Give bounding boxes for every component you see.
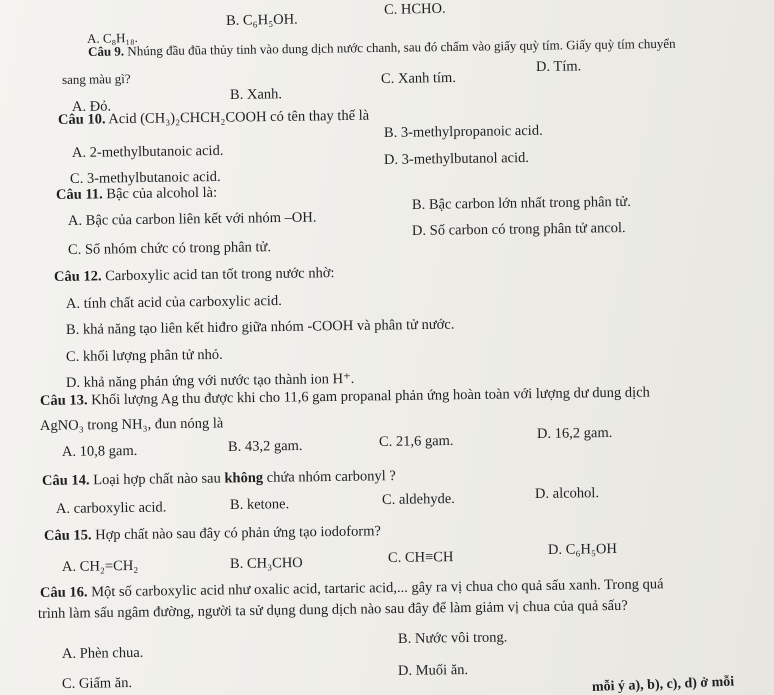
question-14 bbox=[42, 469, 396, 488]
question-16 bbox=[40, 577, 664, 600]
q10-option-a: A. 2-methylbutanoic acid. bbox=[71, 142, 224, 161]
question-12 bbox=[54, 266, 335, 284]
q13-option-d: D. 16,2 gam. bbox=[536, 424, 613, 442]
question-16-text: Một số carboxylic acid như oxalic acid, tartaric acid,... gây ra vị chua cho quả sấu xanh. Trong quá bbox=[91, 576, 664, 601]
question-10-number: Câu 10. bbox=[57, 111, 106, 128]
question-9-number: Câu 9. bbox=[87, 43, 125, 59]
q9-option-c: C. Xanh tím. bbox=[380, 69, 457, 87]
question-10 bbox=[58, 109, 369, 128]
question-11-text: Bậc của alcohol là: bbox=[106, 184, 218, 203]
q12-option-b: B. khả năng tạo liên kết hiđro giữa nhóm -COOH và phân tử nước. bbox=[65, 316, 455, 338]
q16-option-d: D. Muối ăn. bbox=[397, 662, 469, 679]
question-11-number: Câu 11. bbox=[55, 186, 103, 203]
q9-option-b: B. Xanh. bbox=[229, 86, 283, 103]
q15-option-a: A. CH₂=CH₂ bbox=[61, 557, 139, 575]
question-13-text: Khối lượng Ag thu được khi cho 11,6 gam propanal phản ứng hoàn toàn với lượng dư dung dịch bbox=[91, 384, 650, 409]
q16-option-a: A. Phèn chua. bbox=[61, 644, 144, 662]
question-16-number: Câu 16. bbox=[39, 584, 88, 601]
prev-option-b: B. C₆H₅OH. bbox=[225, 11, 298, 29]
q10-option-d: D. 3-methylbutanol acid. bbox=[383, 149, 530, 168]
question-14-text: Loại hợp chất nào sau bbox=[93, 470, 225, 489]
prev-option-a: A. C₈H₁₈. bbox=[86, 29, 138, 46]
question-11 bbox=[56, 186, 217, 203]
q14-option-d: D. alcohol. bbox=[534, 485, 600, 502]
question-14-number: Câu 14. bbox=[41, 472, 90, 489]
question-9 bbox=[88, 37, 676, 58]
prev-option-c: C. HCHO. bbox=[383, 0, 446, 18]
q16-option-c: C. Giấm ăn. bbox=[61, 675, 133, 692]
q15-option-b: B. CH₃CHO bbox=[229, 554, 303, 572]
question-15-number: Câu 15. bbox=[43, 527, 92, 544]
q11-option-c: C. Số nhóm chức có trong phân tử. bbox=[67, 239, 272, 258]
q11-option-a: A. Bậc của carbon liên kết với nhóm –OH. bbox=[67, 209, 317, 229]
q10-option-c: C. 3-methylbutanoic acid. bbox=[69, 168, 221, 187]
q9-option-d: D. Tím. bbox=[535, 58, 582, 75]
q14-option-b: B. ketone. bbox=[229, 496, 290, 513]
q16-option-b: B. Nước vôi trong. bbox=[397, 629, 508, 647]
question-15 bbox=[44, 524, 381, 543]
q12-option-c: C. khối lượng phân tử nhỏ. bbox=[65, 346, 223, 365]
q10-option-b: B. 3-methylpropanoic acid. bbox=[383, 122, 543, 141]
question-13-number: Câu 13. bbox=[39, 392, 88, 409]
question-14-text-end: chứa nhóm carbonyl ? bbox=[263, 468, 396, 486]
q13-option-c: C. 21,6 gam. bbox=[378, 432, 454, 450]
q14-option-c: C. aldehyde. bbox=[381, 490, 455, 508]
question-16-text-cont: trình làm sấu ngâm đường, người ta sử dụng dung dịch nào sau đây để làm giảm vị chua của quả sấu? bbox=[37, 597, 628, 622]
footer-cutoff-text: mỗi ý a), b), c), d) ở mỗi bbox=[591, 674, 735, 695]
question-14-emphasis: không bbox=[224, 469, 264, 487]
q11-option-d: D. Số carbon có trong phân tử ancol. bbox=[411, 220, 626, 239]
q13-option-b: B. 43,2 gam. bbox=[227, 437, 303, 455]
question-12-number: Câu 12. bbox=[53, 268, 102, 285]
question-9-text: Nhúng đầu đũa thủy tinh vào dung dịch nước chanh, sau đó chấm vào giấy quỳ tím. Giấy quỳ tím chuyển bbox=[127, 35, 676, 59]
question-13-text-cont: AgNO₃ trong NH₃, đun nóng là bbox=[39, 415, 224, 434]
q15-option-d: D. C₆H₅OH bbox=[547, 541, 618, 558]
q14-option-a: A. carboxylic acid. bbox=[55, 499, 167, 517]
q15-option-c: C. CH≡CH bbox=[387, 549, 454, 566]
q11-option-b: B. Bậc carbon lớn nhất trong phân tử. bbox=[411, 193, 631, 213]
q12-option-d: D. khả năng phản ứng với nước tạo thành ion H⁺. bbox=[65, 370, 355, 391]
q9-option-a: A. Đỏ. bbox=[71, 98, 112, 115]
question-10-text: Acid (CH₃)₂CHCH₂COOH có tên thay thế là bbox=[108, 107, 370, 128]
question-9-text-cont: sang màu gì? bbox=[61, 71, 131, 87]
q12-option-a: A. tính chất acid của carboxylic acid. bbox=[65, 292, 282, 312]
question-12-text: Carboxylic acid tan tốt trong nước nhờ: bbox=[105, 265, 335, 285]
q13-option-a: A. 10,8 gam. bbox=[61, 442, 138, 460]
question-15-text: Hợp chất nào sau đây có phản ứng tạo iodoform? bbox=[95, 523, 381, 544]
